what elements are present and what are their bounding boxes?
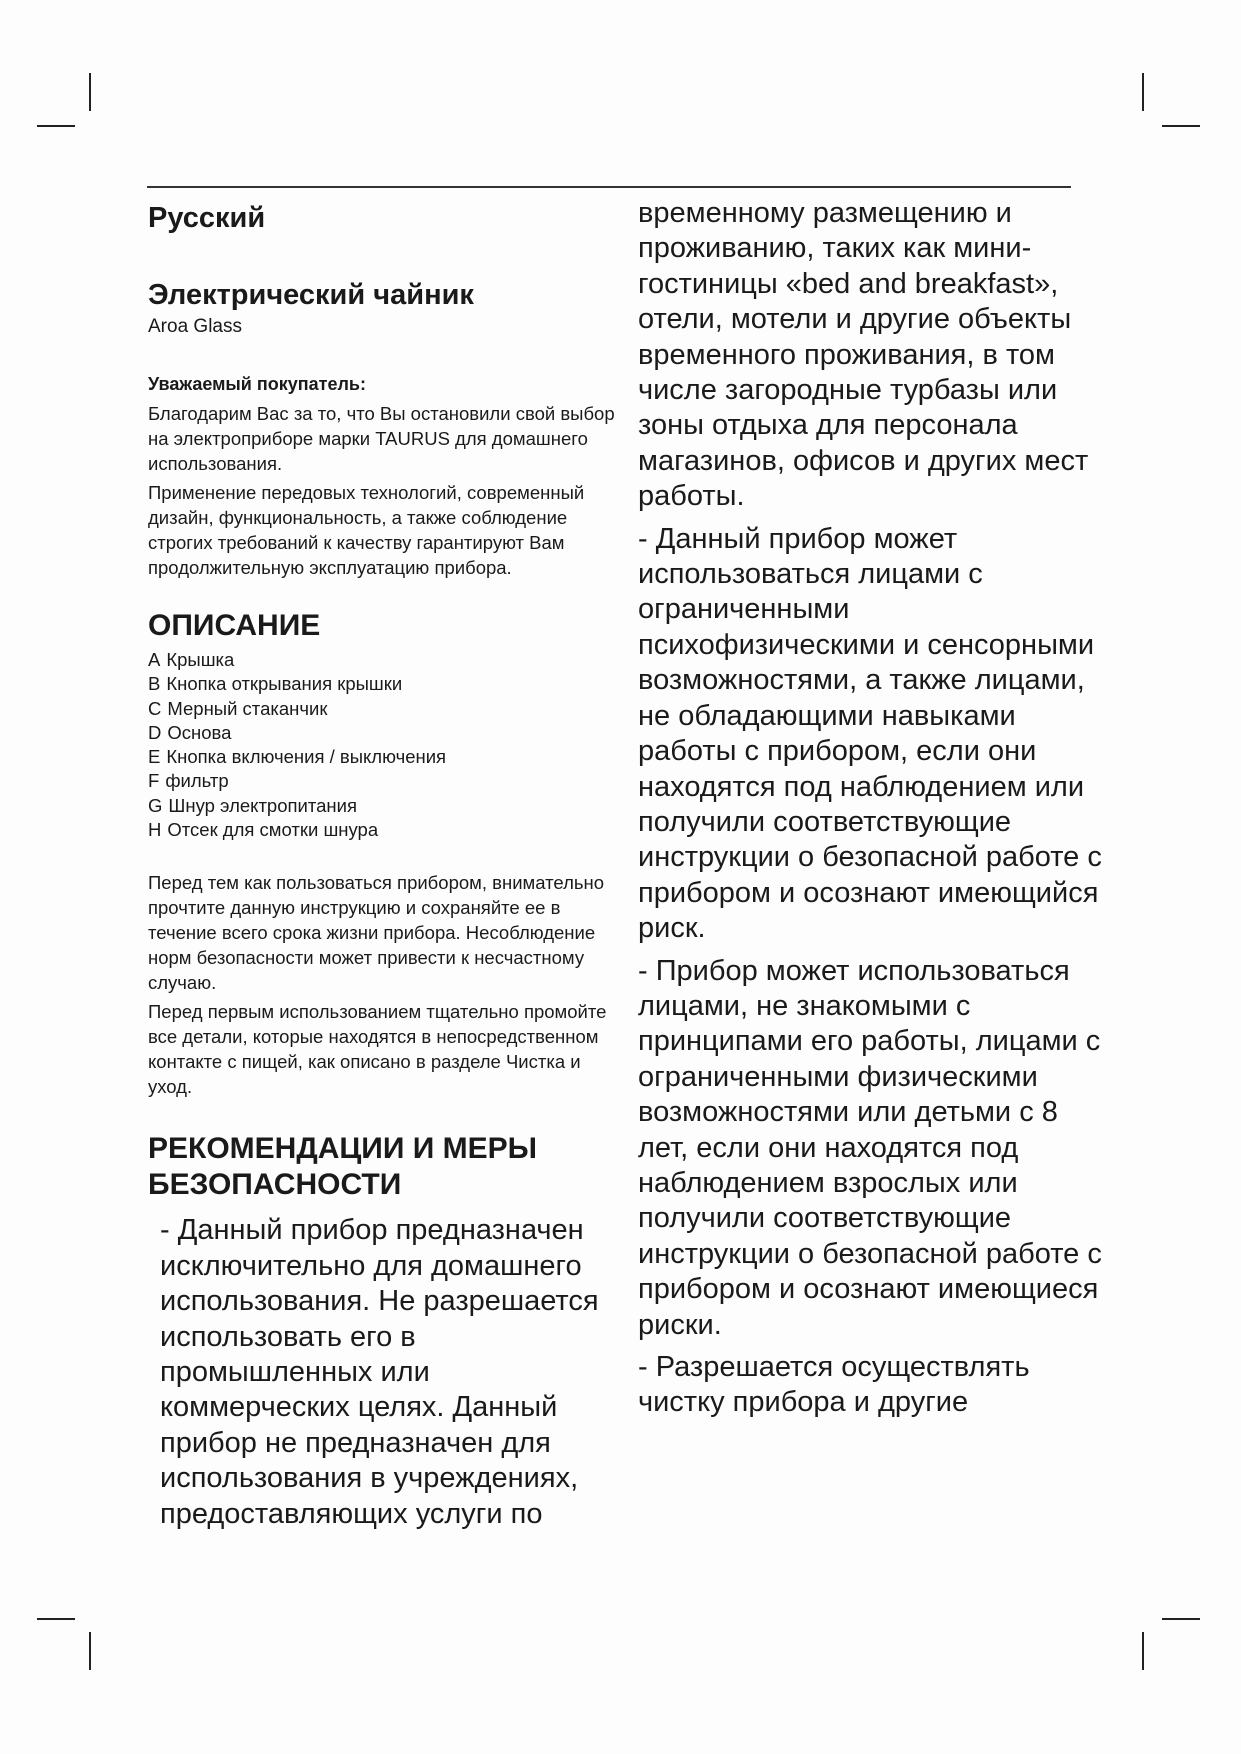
safety-paragraph: - Данный прибор может использоваться лицами с ограниченными психофизическими и сенсорными возможностями, а также лицами, не обладающими навыками работы с прибором, если они находятся под наблюдением или получили соответствующие инструкции о безопасной работе с прибором и осознают имеющийся риск. <box>638 522 1102 945</box>
right-column <box>638 196 1108 1428</box>
safety-heading: РЕКОМЕНДАЦИИ И МЕРЫ БЕЗОПАСНОСТИ <box>148 1132 538 1202</box>
safety-paragraph: временному размещению и проживанию, таких как мини-гостиницы «bed and breakfast», отели, мотели и другие объекты временного проживания, в том числе загородные турбазы или зоны отдыха для персонала магазинов, офисов и других мест работы. <box>638 197 1089 513</box>
crop-mark-top-right-h <box>1162 125 1200 127</box>
greeting-title: Уважаемый покупатель: <box>148 374 366 394</box>
crop-mark-bottom-left-h <box>37 1618 75 1620</box>
model-name: Aroa Glass <box>148 316 242 337</box>
header-rule <box>147 186 1071 188</box>
product-title: Электрический чайник <box>148 279 474 311</box>
crop-mark-bottom-left-v <box>89 1632 91 1670</box>
parts-list-item: B Кнопка открывания крышки <box>148 673 403 695</box>
parts-list-item: F фильтр <box>148 770 229 792</box>
safety-paragraph: - Разрешается осуществлять чистку прибора и другие <box>638 1351 1030 1419</box>
crop-mark-top-left-v <box>89 73 91 111</box>
safety-paragraph: - Прибор может использоваться лицами, не знакомыми с принципами его работы, лицами с ограниченными физическими возможностями или детьми с 8 лет, если они находятся под наблюдением взрослых или получили соответствующие инструкции о безопасной работе с прибором и осознают имеющиеся риски. <box>638 954 1102 1341</box>
safety-paragraph: - Данный прибор предназначен исключительно для домашнего использования. Не разрешается использовать его в промышленных или коммерческих целях. Данный прибор не предназначен для использования в учреждениях, предоставляющих услуги по <box>160 1214 599 1530</box>
greeting-paragraph: Благодарим Вас за то, что Вы остановили свой выбор на электроприборе марки TAURUS для домашнего использования. <box>148 403 615 474</box>
parts-list-item: A Крышка <box>148 649 235 670</box>
parts-list-item: E Кнопка включения / выключения <box>148 746 447 768</box>
language-label: Русский <box>148 202 266 234</box>
crop-mark-bottom-right-v <box>1142 1632 1144 1670</box>
parts-list <box>148 648 618 842</box>
parts-list-item: G Шнур электропитания <box>148 794 357 816</box>
parts-list-item: C Мерный стаканчик <box>148 697 328 719</box>
left-column <box>148 196 618 1532</box>
parts-list-item: H Отсек для смотки шнура <box>148 819 379 841</box>
notes-paragraph: Перед первым использованием тщательно промойте все детали, которые находятся в непосредственном контакте с пищей, как описано в разделе Чистка и уход. <box>148 1001 607 1098</box>
crop-mark-top-right-v <box>1142 73 1144 111</box>
crop-mark-top-left-h <box>37 125 75 127</box>
greeting-paragraph: Применение передовых технологий, современный дизайн, функциональность, а также соблюдение строгих требований к качеству гарантируют Вам продолжительную эксплуатацию прибора. <box>148 482 585 578</box>
description-heading: ОПИСАНИЕ <box>148 609 321 642</box>
notes-paragraph: Перед тем как пользоваться прибором, внимательно прочтите данную инструкцию и сохраняйте ее в течение всего срока жизни прибора. Несоблюдение норм безопасности может привести к несчастному случаю. <box>148 872 605 994</box>
crop-mark-bottom-right-h <box>1162 1618 1200 1620</box>
parts-list-item: D Основа <box>148 721 232 743</box>
